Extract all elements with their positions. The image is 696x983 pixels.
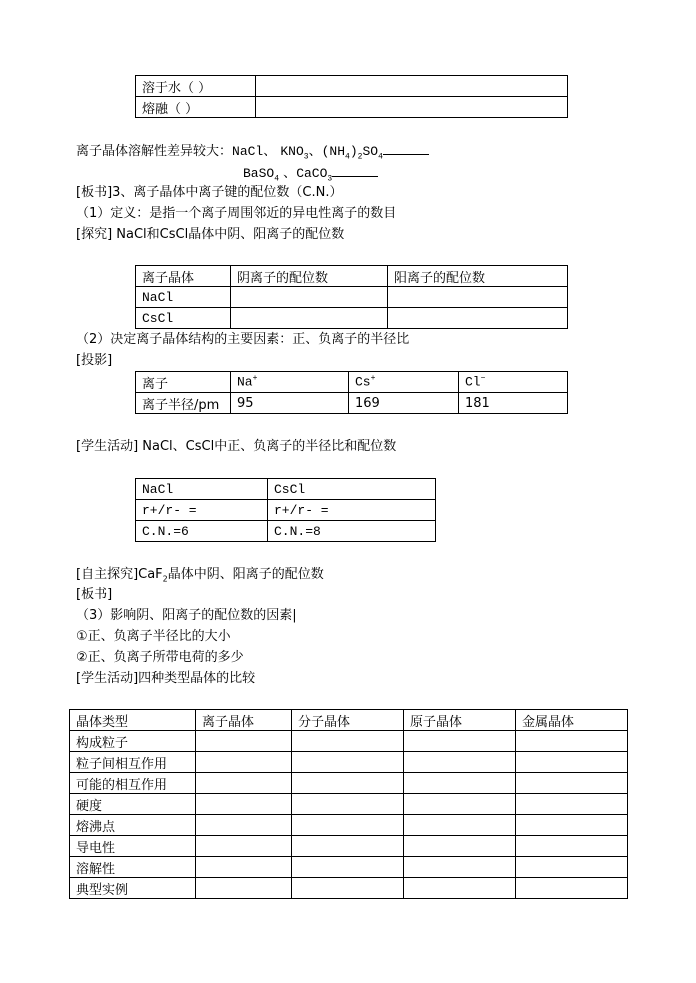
table-cell [292, 815, 404, 836]
solubility-intro: 离子晶体溶解性差异较大： [76, 144, 233, 159]
table-cell [516, 794, 628, 815]
table-row [136, 76, 568, 97]
table-header-cell: 金属晶体 [516, 710, 628, 731]
radius-table [135, 371, 568, 414]
table-row [70, 815, 628, 836]
board-label: [板书] [76, 587, 113, 602]
table-row [136, 308, 568, 329]
solubility-line-1 [76, 142, 429, 167]
formula-nh4-2so4: $(NH_4)_2SO_4$ [321, 144, 383, 162]
table-cell: 熔融（ ） [136, 97, 256, 118]
table-row [70, 857, 628, 878]
table-cell [196, 815, 292, 836]
table-cell [404, 815, 516, 836]
table-header-cell: 晶体类型 [70, 710, 196, 731]
table-cell [404, 857, 516, 878]
table-cell [516, 836, 628, 857]
table-cell [292, 857, 404, 878]
table-cell [292, 752, 404, 773]
answer-blank[interactable] [332, 164, 378, 177]
factor-3-line: （3）影响阴、阳离子的配位数的因素| [76, 608, 297, 623]
table-header-cell: 阳离子的配位数 [388, 266, 568, 287]
table-cell [516, 857, 628, 878]
table-cell [516, 731, 628, 752]
table-cell: r+/r- = [136, 500, 268, 521]
table-cell [388, 308, 568, 329]
definition-line: （1）定义：是指一个离子周围邻近的异电性离子的数目 [76, 206, 397, 221]
table-row [70, 731, 628, 752]
separator: 、 [283, 166, 297, 181]
table-row [70, 773, 628, 794]
table-header-cell: 分子晶体 [292, 710, 404, 731]
table-cell [196, 794, 292, 815]
explore-line: [探究] NaCl和CsCl晶体中阴、阳离子的配位数 [76, 227, 345, 242]
table-row [70, 836, 628, 857]
table-cell [196, 773, 292, 794]
table-header-cell: 离子晶体 [136, 266, 231, 287]
table-cell: NaCl [136, 479, 268, 500]
point-2: ②正、负离子所带电荷的多少 [76, 650, 244, 665]
ion-cl: Cl− [459, 372, 568, 393]
table-cell [256, 97, 568, 118]
table-header-cell: 离子晶体 [196, 710, 292, 731]
student-activity-1: [学生活动] NaCl、CsCl中正、负离子的半径比和配位数 [76, 439, 397, 454]
table-cell [292, 878, 404, 899]
crystal-comparison-table [69, 709, 628, 899]
ion-na: Na+ [231, 372, 349, 393]
table-cell [292, 731, 404, 752]
table-header-cell: 阴离子的配位数 [231, 266, 388, 287]
table-cell: 溶于水（ ） [136, 76, 256, 97]
table-cell [196, 731, 292, 752]
table-cell: 离子半径/pm [136, 393, 231, 414]
table-cell [404, 773, 516, 794]
table-cell [404, 836, 516, 857]
table-row [136, 372, 568, 393]
table-cell: 95 [231, 393, 349, 414]
row-label: 典型实例 [70, 878, 196, 899]
formula-kno3: $KNO_3$ [280, 144, 309, 162]
table-cell [231, 308, 388, 329]
table-cell [404, 878, 516, 899]
table-row [136, 393, 568, 414]
table-header-cell: 原子晶体 [404, 710, 516, 731]
table-cell [256, 76, 568, 97]
row-label: 硬度 [70, 794, 196, 815]
table-cell: r+/r- = [268, 500, 436, 521]
ion-cs: Cs+ [349, 372, 459, 393]
table-cell [404, 752, 516, 773]
projection-label: [投影] [76, 353, 113, 368]
table-row [136, 97, 568, 118]
table-cell: CsCl [268, 479, 436, 500]
point-1: ①正、负离子半径比的大小 [76, 629, 231, 644]
formula-baso4: BaSO$_4$ [243, 166, 280, 184]
table-row [70, 878, 628, 899]
table-cell [292, 836, 404, 857]
row-label: 粒子间相互作用 [70, 752, 196, 773]
table-cell [516, 815, 628, 836]
student-activity-2: [学生活动]四种类型晶体的比较 [76, 671, 256, 686]
table-cell [196, 857, 292, 878]
row-label: 可能的相互作用 [70, 773, 196, 794]
row-label: 构成粒子 [70, 731, 196, 752]
formula-caco3: CaCO$_3$ [296, 166, 333, 184]
board-heading-3: [板书]3、离子晶体中离子键的配位数（C.N.） [76, 185, 343, 200]
table-row [70, 710, 628, 731]
table-row [70, 752, 628, 773]
separator: 、 [308, 144, 322, 159]
dissolve-table [135, 75, 568, 118]
row-label: 导电性 [70, 836, 196, 857]
row-label: 溶解性 [70, 857, 196, 878]
table-row [136, 479, 436, 500]
table-row [136, 266, 568, 287]
table-cell: NaCl [136, 287, 231, 308]
formula-nacl: NaCl、 [232, 144, 277, 159]
table-cell [388, 287, 568, 308]
table-cell [196, 752, 292, 773]
table-row [136, 287, 568, 308]
factor-2-line: （2）决定离子晶体结构的主要因素：正、负离子的半径比 [76, 332, 410, 347]
answer-blank[interactable] [383, 142, 429, 155]
row-label: 熔沸点 [70, 815, 196, 836]
self-explore-line: [自主探究]CaF$_2$晶体中阴、阳离子的配位数 [76, 567, 324, 584]
table-cell [231, 287, 388, 308]
table-row [136, 500, 436, 521]
table-cell [516, 773, 628, 794]
table-cell [196, 836, 292, 857]
table-cell: 181 [459, 393, 568, 414]
table-cell [292, 773, 404, 794]
ratio-table [135, 478, 436, 542]
table-cell [196, 878, 292, 899]
table-cell: CsCl [136, 308, 231, 329]
table-row [70, 794, 628, 815]
coordination-table [135, 265, 568, 329]
table-cell: C.N.=6 [136, 521, 268, 542]
table-cell [292, 794, 404, 815]
table-cell: C.N.=8 [268, 521, 436, 542]
table-cell: 169 [349, 393, 459, 414]
table-cell [516, 878, 628, 899]
table-row [136, 521, 436, 542]
table-cell [516, 752, 628, 773]
table-cell [404, 794, 516, 815]
table-cell [404, 731, 516, 752]
table-header-cell: 离子 [136, 372, 231, 393]
